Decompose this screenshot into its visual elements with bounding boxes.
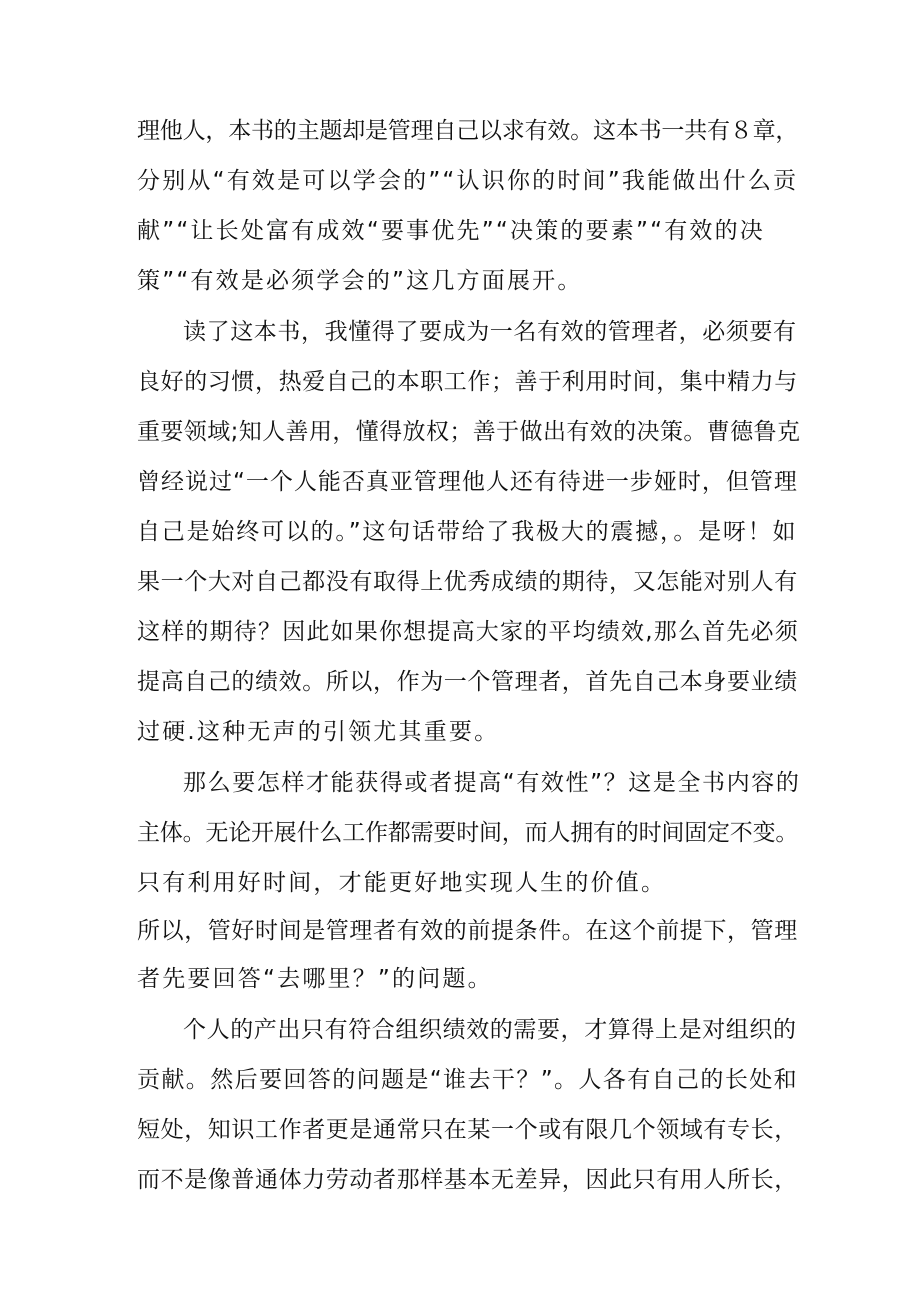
paragraph-5-line-1: 个人的产出只有符合组织绩效的需要，才算得上是对组织的 bbox=[183, 1017, 797, 1043]
paragraph-5-line-2: 贡献。然后要回答的问题是“谁去干？”。人各有自己的长处和 bbox=[137, 1067, 799, 1093]
paragraph-2-line-6: 果一个大对自己都没有取得上优秀成绩的期待，又怎能对别人有 bbox=[137, 569, 798, 595]
paragraph-2-line-2: 良好的习惯，热爱自己的本职工作；善于利用时间，集中精力与 bbox=[137, 369, 798, 395]
paragraph-3-line-3: 只有利用好时间，才能更好地实现人生的价值。 bbox=[137, 870, 667, 896]
paragraph-5-line-3: 短处，知识工作者更是通常只在某一个或有限几个领域有专长， bbox=[137, 1117, 798, 1143]
paragraph-2-line-8: 提高自己的绩效。所以，作为一个管理者，首先自己本身要业绩 bbox=[137, 669, 798, 695]
paragraph-3-line-1: 那么要怎样才能获得或者提高“有效性”？这是全书内容的 bbox=[183, 770, 801, 796]
paragraph-2-line-3: 重要领域;知人善用，懂得放权；善于做出有效的决策。曹德鲁克 bbox=[137, 419, 801, 445]
paragraph-4-line-1: 所以，管好时间是管理者有效的前提条件。在这个前提下，管理 bbox=[137, 918, 798, 944]
paragraph-2-line-1: 读了这本书，我懂得了要成为一名有效的管理者，必须要有 bbox=[183, 319, 797, 345]
paragraph-2-line-9: 过硬.这种无声的引领尤其重要。 bbox=[137, 719, 500, 745]
paragraph-3-line-2: 主体。无论开展什么工作都需要时间，而人拥有的时间固定不变。 bbox=[137, 820, 799, 846]
paragraph-1-line-3: 献”“让长处富有成效“要事优先”“决策的要素”“有效的决 bbox=[137, 218, 766, 244]
paragraph-2-line-4: 曾经说过“一个人能否真亚管理他人还有待进一步娅时，但管理 bbox=[137, 469, 798, 495]
paragraph-1-line-4: 策”“有效是必须学会的”这几方面展开。 bbox=[137, 268, 583, 294]
paragraph-2-line-5: 自己是始终可以的。”这句话带给了我极大的震撼，。是呀！如 bbox=[137, 519, 798, 545]
paragraph-5-line-4: 而不是像普通体力劳动者那样基本无差异，因此只有用人所长， bbox=[137, 1167, 798, 1193]
paragraph-1-line-2: 分别从“有效是可以学会的”“认识你的时间”我能做出什么贡 bbox=[137, 168, 799, 194]
paragraph-2-line-7: 这样的期待？因此如果你想提高大家的平均绩效,那么首先必须 bbox=[137, 619, 799, 645]
paragraph-1-line-1: 理他人，本书的主题却是管理自己以求有效。这本书一共有８章， bbox=[137, 118, 799, 144]
paragraph-4-line-2: 者先要回答“去哪里？”的问题。 bbox=[137, 966, 493, 992]
